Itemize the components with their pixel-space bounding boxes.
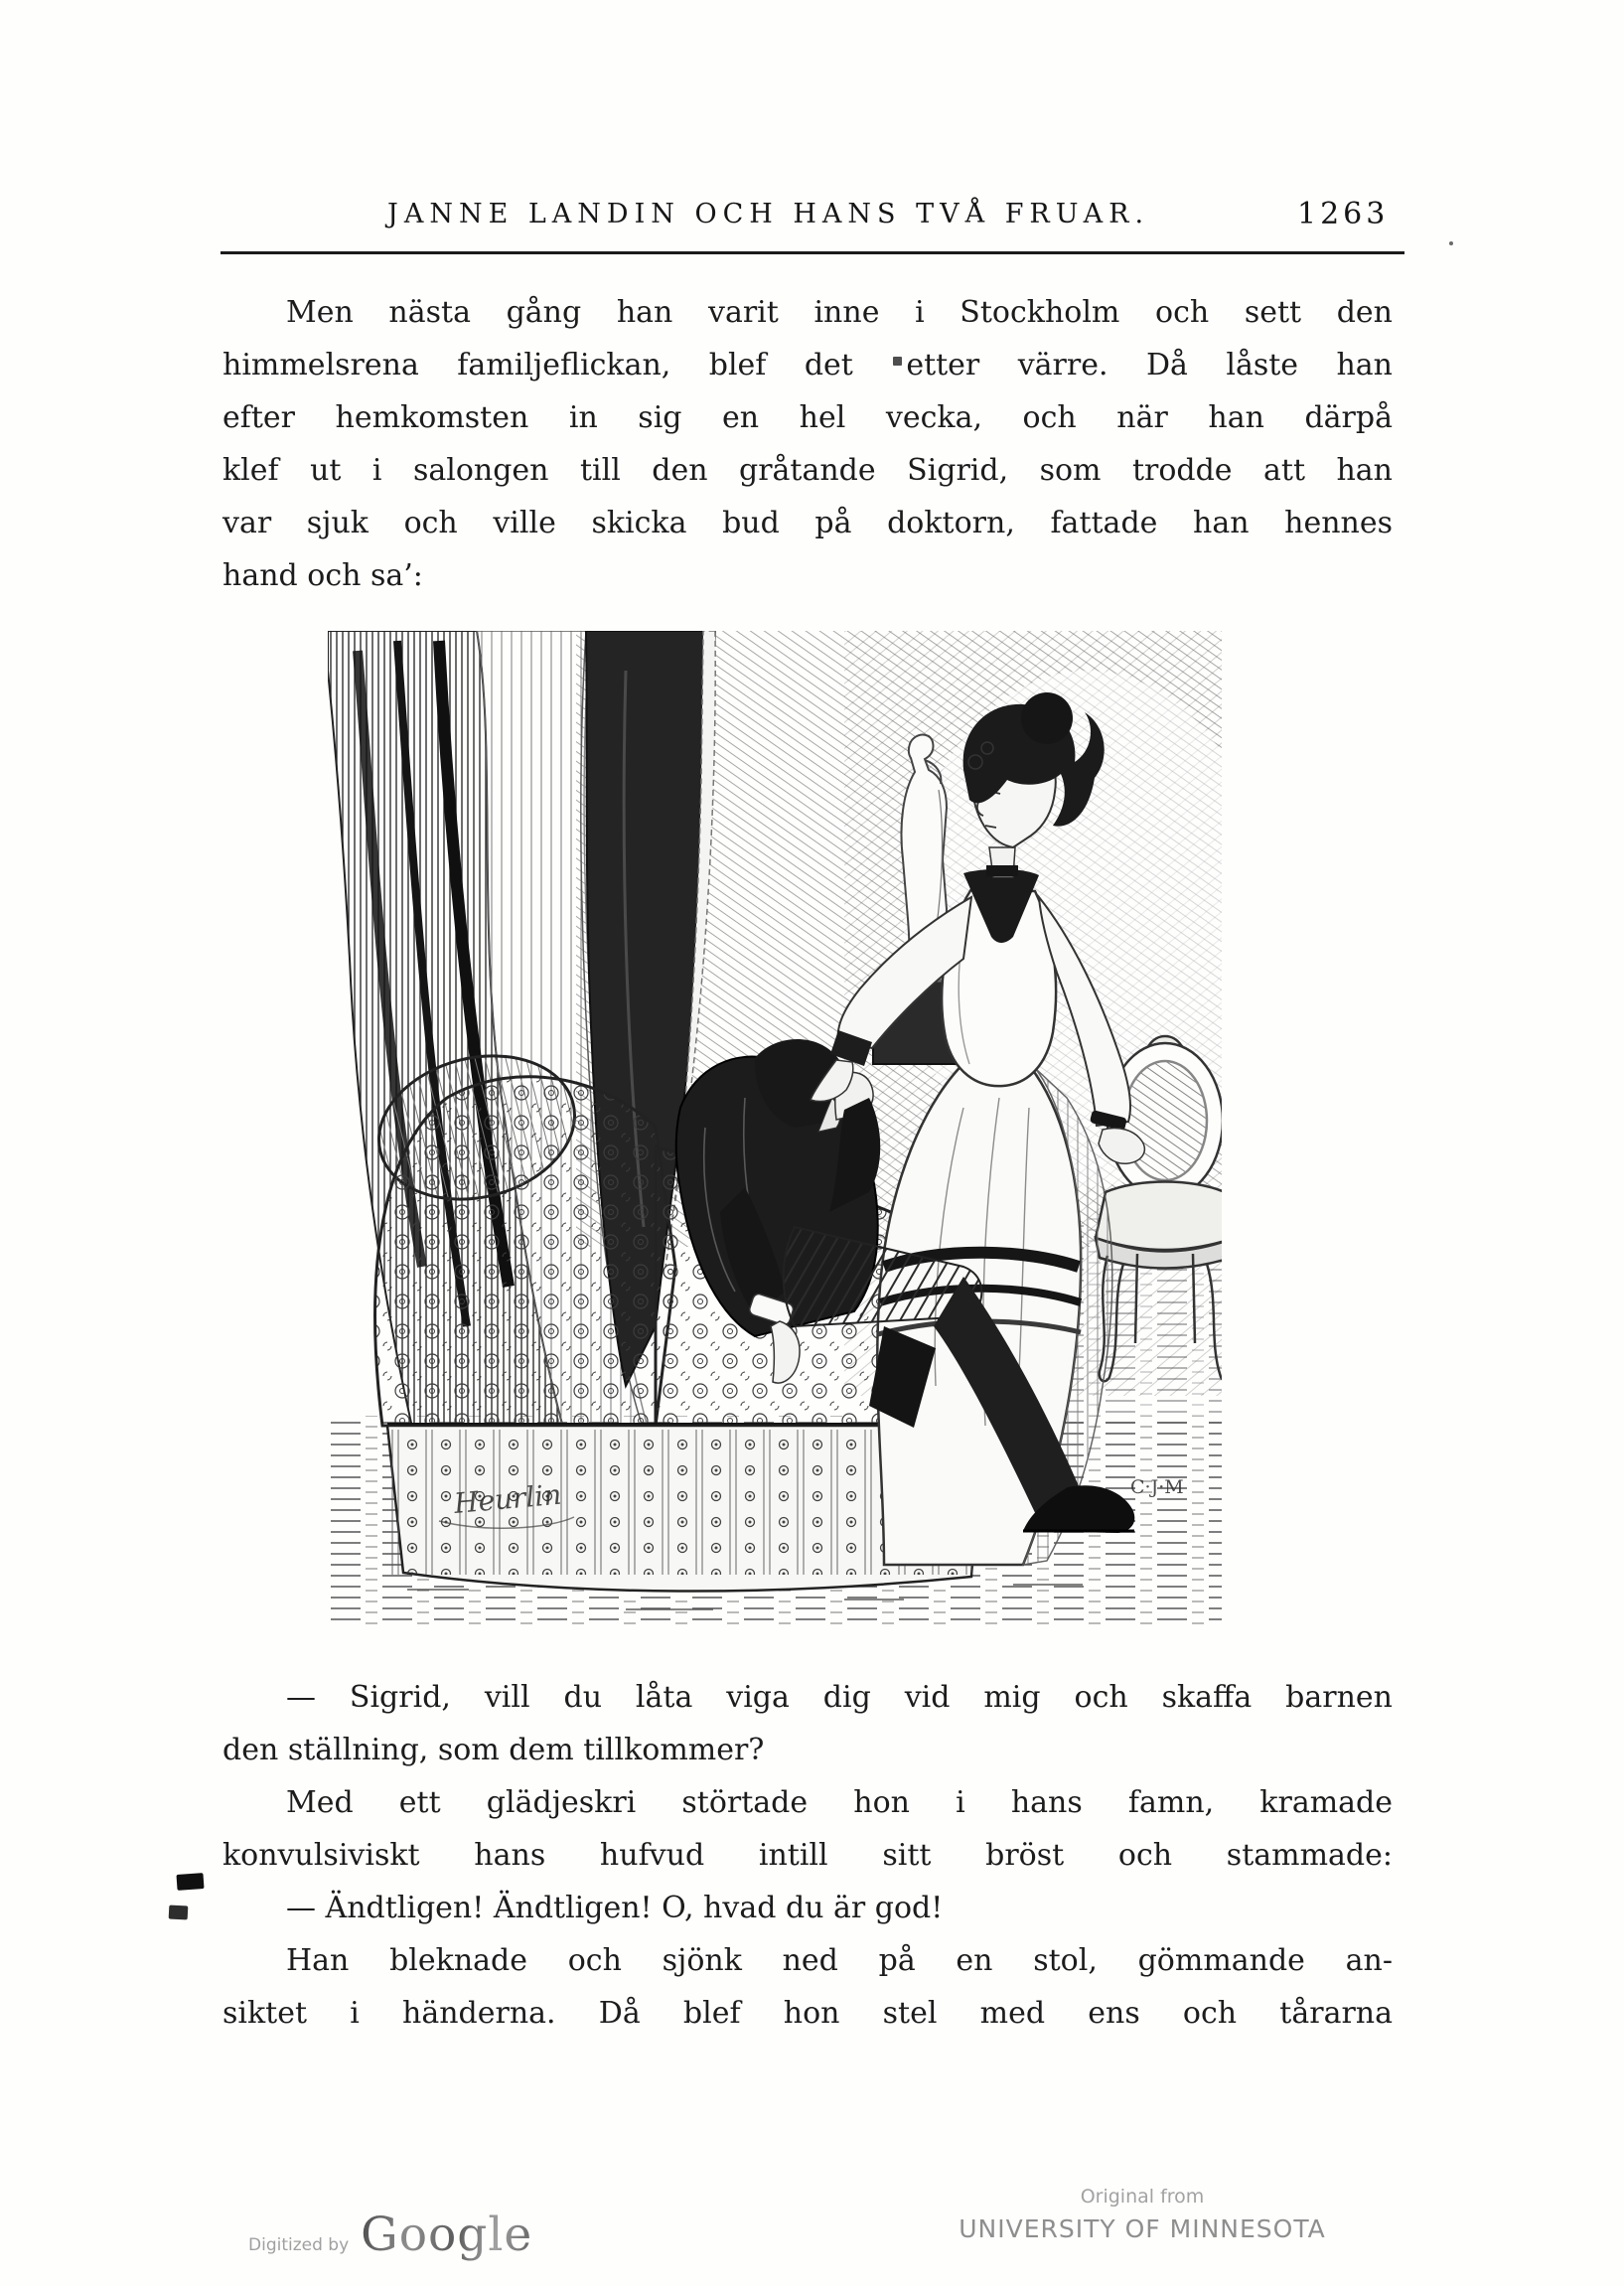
digitized-by-label: Digitized by xyxy=(248,2235,350,2255)
text-line: den ställning, som dem tillkommer? xyxy=(222,1733,765,1767)
paragraph-1 xyxy=(222,286,1393,602)
illustration-engraving xyxy=(328,631,1222,1624)
text-line: Med ett glädjeskri störtade hon i hans famn, kramade xyxy=(286,1785,1393,1820)
paper-speck xyxy=(1449,241,1453,245)
paragraph-2 xyxy=(222,1671,1393,2040)
running-header-title: JANNE LANDIN OCH HANS TVÅ FRUAR. xyxy=(387,199,1150,229)
text-line: — Sigrid, vill du låta viga dig vid mig och skaffa barnen xyxy=(286,1680,1393,1715)
text-line: siktet i händerna. Då blef hon stel med ens och tårarna xyxy=(222,1996,1393,2031)
text-line: Men nästa gång han varit inne i Stockholm och sett den xyxy=(286,295,1393,330)
engraver-monogram: C·J·M xyxy=(1130,1476,1184,1498)
text-line xyxy=(222,339,1393,391)
text-line: konvulsiviskt hans hufvud intill sitt bröst och stammade: xyxy=(222,1838,1393,1873)
original-from-block xyxy=(924,2186,1361,2243)
text-segment: himmelsrena familjeflickan, blef det xyxy=(222,348,892,382)
institution-name: UNIVERSITY OF MINNESOTA xyxy=(959,2214,1326,2243)
text-line: var sjuk och ville skicka bud på doktorn, fattade han hennes xyxy=(222,506,1393,540)
text-line: — Ändtligen! Ändtligen! O, hvad du är god! xyxy=(286,1891,944,1925)
text-line: klef ut i salongen till den gråtande Sigrid, som trodde att han xyxy=(222,453,1393,488)
text-segment: etter värre. Då låste han xyxy=(906,348,1393,382)
header-rule xyxy=(221,251,1404,254)
page-number: 1263 xyxy=(1297,197,1390,231)
text-line: efter hemkomsten in sig en hel vecka, och när han därpå xyxy=(222,400,1393,435)
artist-signature: Heurlin xyxy=(452,1477,563,1520)
text-line: hand och sa’: xyxy=(222,558,423,593)
ink-smudge xyxy=(169,1874,213,1925)
google-logo: Google xyxy=(361,2208,533,2262)
digitized-by-google xyxy=(248,2208,532,2262)
original-from-label: Original from xyxy=(1080,2186,1205,2208)
ink-spot xyxy=(893,357,902,366)
text-line: Han bleknade och sjönk ned på en stol, gömmande an- xyxy=(286,1943,1393,1978)
